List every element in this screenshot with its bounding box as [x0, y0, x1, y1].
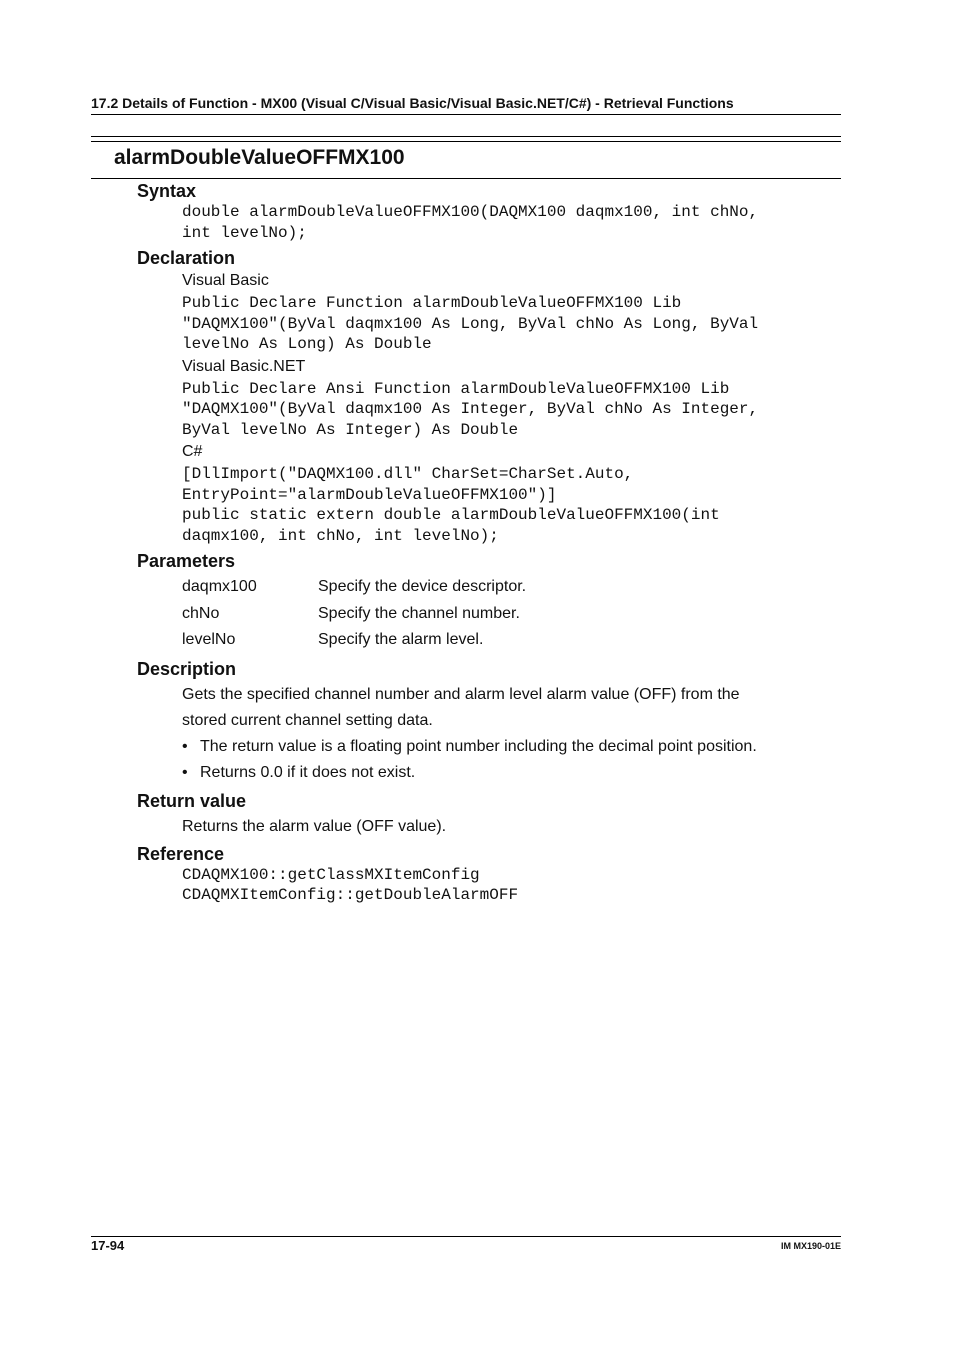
description-bullet [182, 760, 837, 786]
reference-line: CDAQMX100::getClassMXItemConfig [182, 865, 480, 884]
return-value-heading: Return value [137, 790, 247, 811]
reference-line: CDAQMXItemConfig::getDoubleAlarmOFF [182, 886, 519, 904]
bullet-text: Returns 0.0 if it does not exist. [200, 763, 416, 781]
parameter-name: chNo [182, 604, 220, 622]
content-body [137, 180, 837, 906]
page-number: 17-94 [91, 1238, 125, 1253]
vb-label: Visual Basic [182, 272, 269, 289]
reference-block [182, 865, 837, 906]
title-rule-top [91, 136, 841, 137]
declaration-heading: Declaration [137, 248, 236, 268]
reference-heading: Reference [137, 843, 225, 864]
description-bullet [182, 734, 837, 760]
parameter-name: daqmx100 [182, 578, 257, 595]
description-line: stored current channel setting data. [182, 711, 433, 729]
return-value-text: Returns the alarm value (OFF value). [182, 817, 447, 835]
cs-code-line: [DllImport("DAQMX100.dll" CharSet=CharSet.Auto, [182, 465, 634, 483]
vbnet-code-line: ByVal levelNo As Integer) As Double [182, 420, 519, 439]
bullet-mark: • [182, 763, 188, 781]
parameter-name: levelNo [182, 631, 236, 648]
description-heading: Description [137, 658, 237, 679]
document-id: IM MX190-01E [780, 1241, 841, 1251]
description-block [182, 682, 837, 786]
description-line: Gets the specified channel number and alarm level alarm value (OFF) from the [182, 685, 740, 703]
title-rule-top-inner [91, 141, 841, 142]
footer-rule [91, 1236, 841, 1237]
bullet-text: The return value is a floating point number including the decimal point position. [200, 737, 757, 755]
syntax-line: int levelNo); [182, 223, 307, 242]
syntax-heading: Syntax [137, 181, 197, 201]
parameter-desc: Specify the alarm level. [318, 631, 484, 648]
vb-code-line: "DAQMX100"(ByVal daqmx100 As Long, ByVal chNo As Long, ByVal [182, 314, 759, 333]
parameter-desc: Specify the device descriptor. [318, 578, 527, 595]
vbnet-label: Visual Basic.NET [182, 357, 306, 375]
vbnet-code-line: "DAQMX100"(ByVal daqmx100 As Integer, ByVal chNo As Integer, [182, 400, 759, 418]
parameters-heading: Parameters [137, 551, 236, 571]
bullet-mark: • [182, 737, 188, 755]
title-rule-bottom [91, 178, 841, 179]
cs-label: C# [182, 443, 203, 460]
running-header: 17.2 Details of Function - MX00 (Visual C/Visual Basic/Visual Basic.NET/C#) - Retrieval Functions [91, 95, 734, 111]
vbnet-code-line: Public Declare Ansi Function alarmDoubleValueOFFMX100 Lib [182, 379, 730, 398]
cs-code-line: public static extern double alarmDoubleValueOFFMX100(int [182, 506, 720, 524]
cs-code-line: daqmx100, int chNo, int levelNo); [182, 526, 499, 545]
syntax-block [182, 202, 837, 243]
declaration-block [182, 269, 837, 546]
parameter-row [182, 601, 837, 628]
parameters-table [182, 574, 837, 654]
header-rule [91, 114, 841, 115]
vb-code-line: levelNo As Long) As Double [182, 335, 432, 353]
parameter-desc: Specify the channel number. [318, 604, 520, 622]
parameter-row [182, 574, 837, 601]
return-value-block [182, 815, 837, 839]
parameter-row [182, 627, 837, 654]
cs-code-line: EntryPoint="alarmDoubleValueOFFMX100")] [182, 485, 557, 504]
syntax-line: double alarmDoubleValueOFFMX100(DAQMX100 daqmx100, int chNo, [182, 203, 759, 221]
vb-code-line: Public Declare Function alarmDoubleValueOFFMX100 Lib [182, 294, 682, 312]
function-title: alarmDoubleValueOFFMX100 [114, 146, 405, 169]
